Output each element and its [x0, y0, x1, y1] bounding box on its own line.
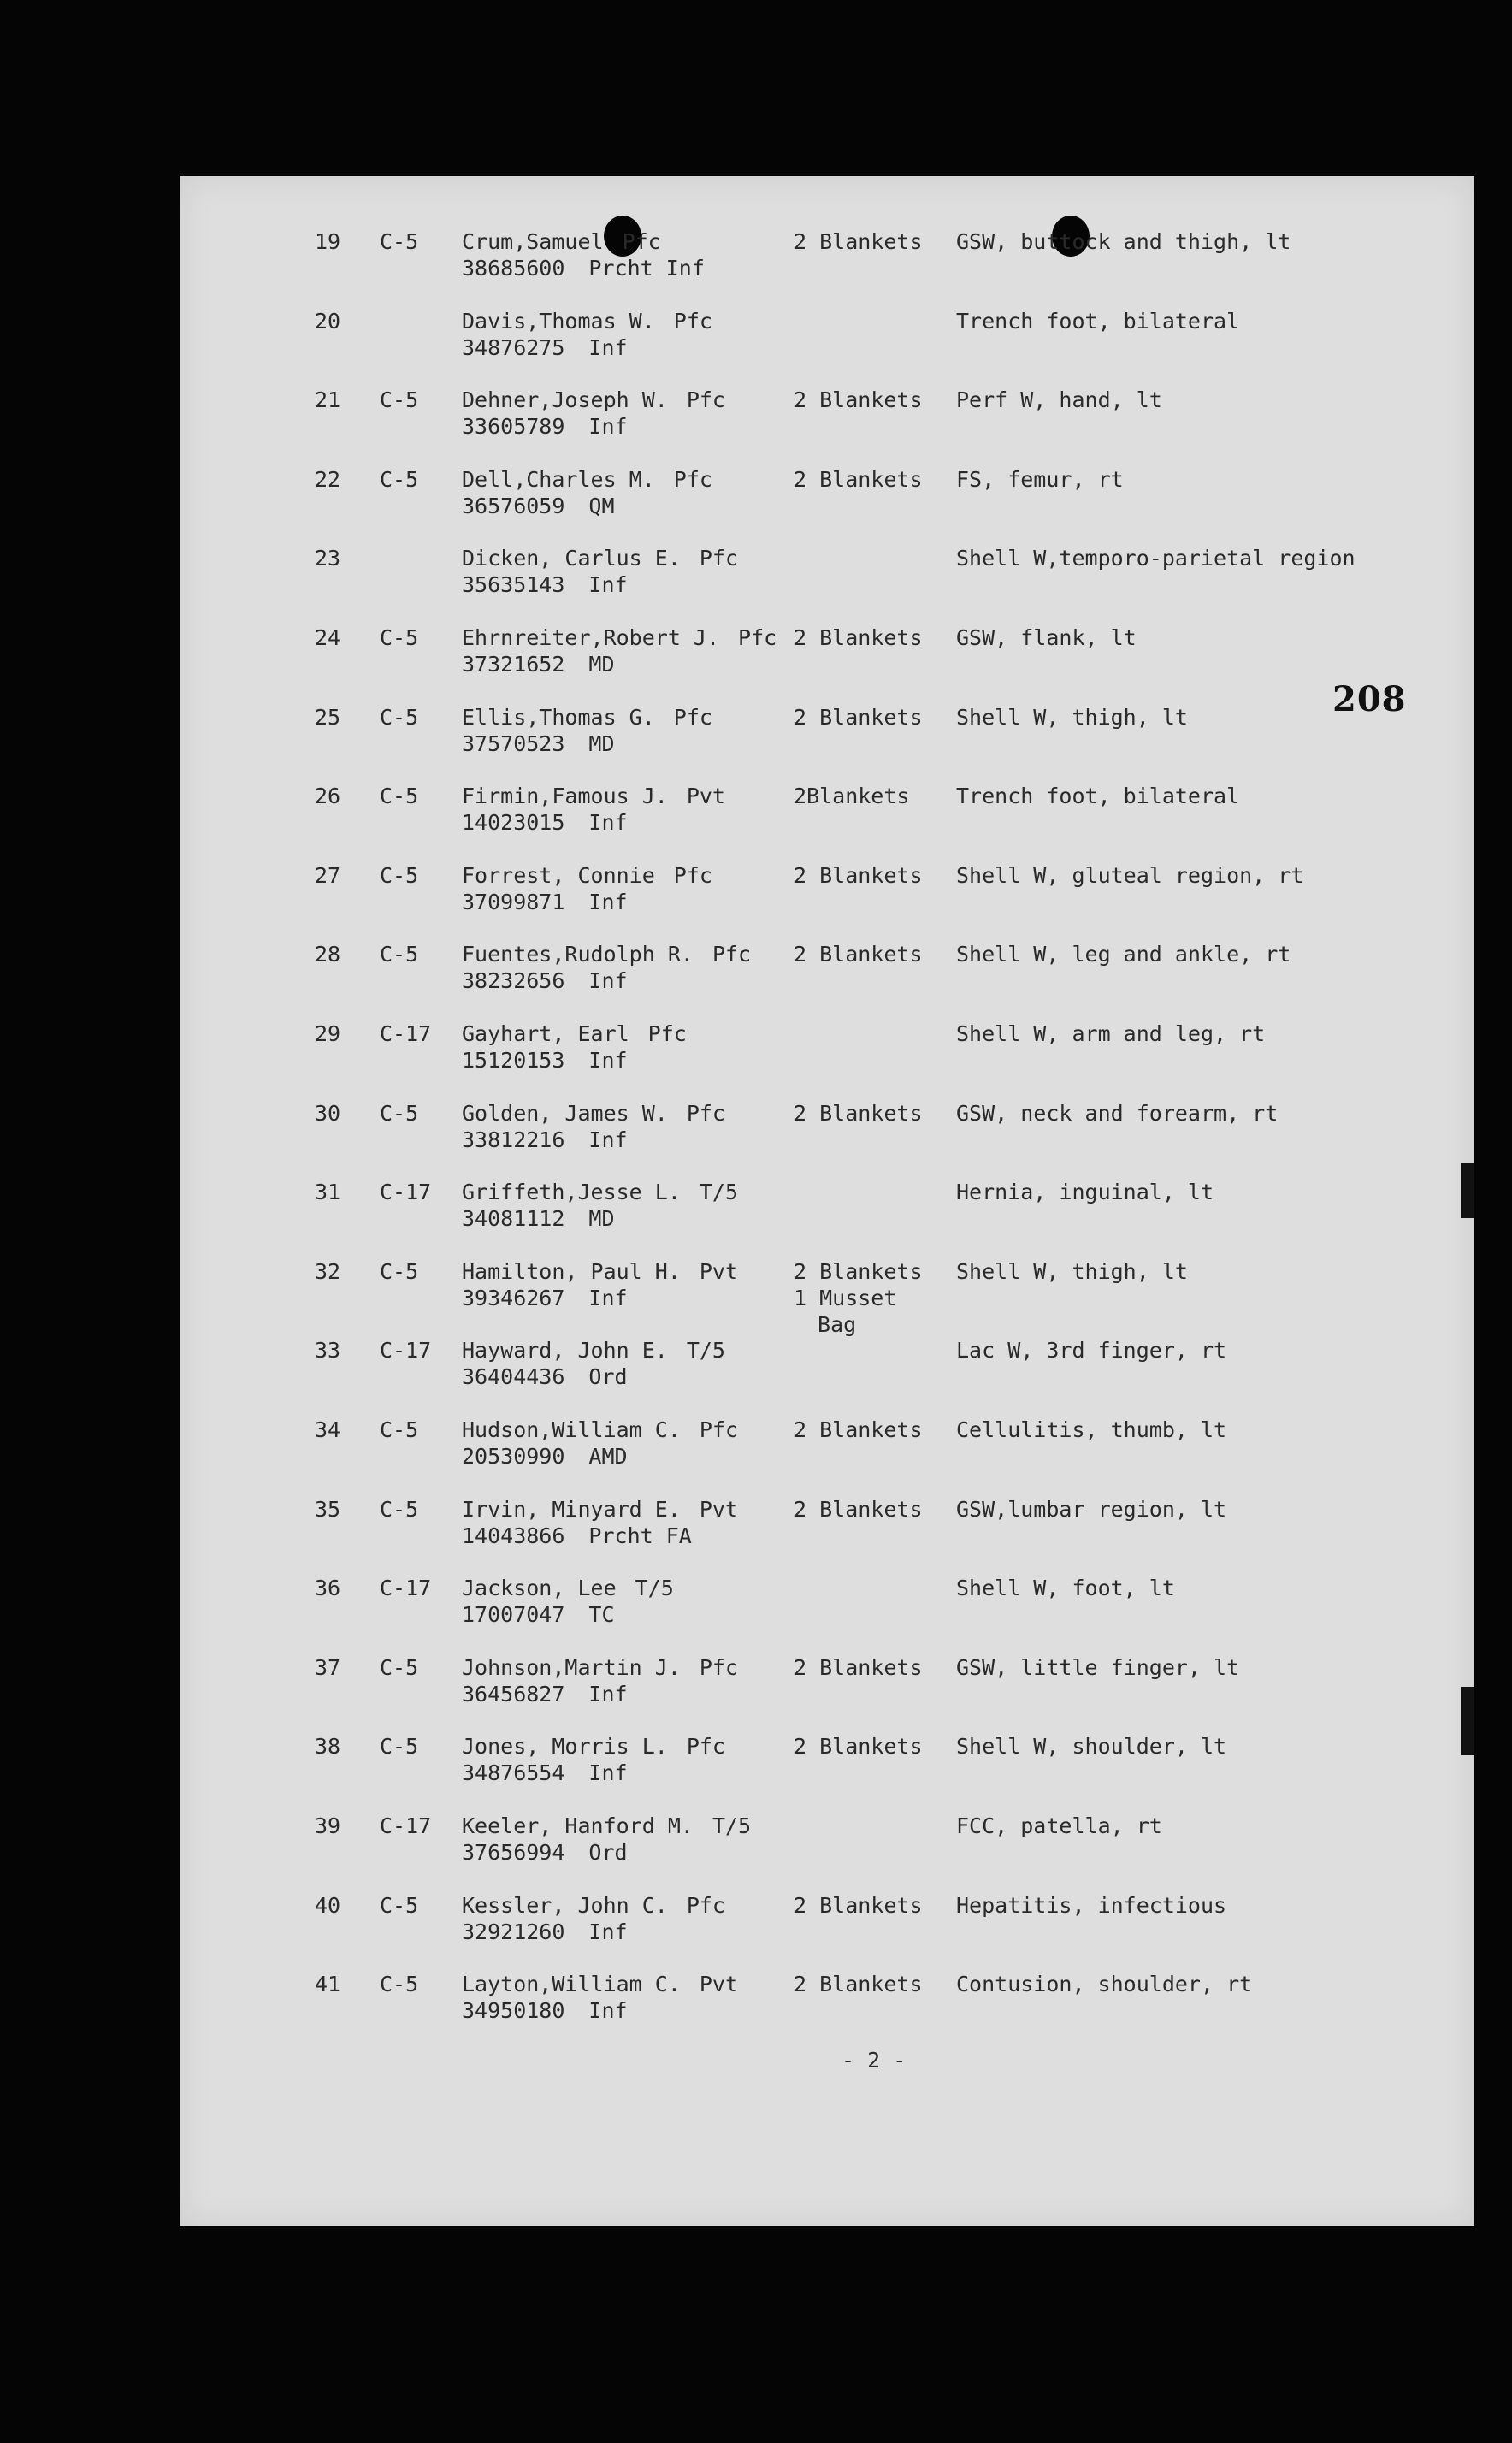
patient-name-cell	[462, 863, 712, 889]
page-footer: - 2 -	[842, 2048, 907, 2073]
ward-code: C-17	[380, 1180, 432, 1205]
diagnosis: GSW, neck and forearm, rt	[956, 1100, 1279, 1126]
patient-name: Irvin, Minyard E.	[462, 1496, 681, 1522]
patient-name-cell	[462, 309, 712, 334]
table-row	[180, 1338, 1474, 1406]
serial-branch-cell	[462, 1364, 628, 1390]
patient-name-cell	[462, 1497, 738, 1523]
diagnosis: Shell W, arm and leg, rt	[956, 1021, 1266, 1046]
serial-branch-cell	[462, 968, 628, 994]
table-row	[180, 1734, 1474, 1802]
patient-name-cell	[462, 1417, 738, 1443]
ward-code: C-17	[380, 1576, 432, 1601]
diagnosis: Trench foot, bilateral	[956, 308, 1240, 334]
property-item: 2 Blankets	[794, 942, 923, 967]
ward-code: C-5	[380, 1100, 419, 1126]
serial-number: 33605789	[462, 414, 565, 440]
patient-name-cell	[462, 1021, 687, 1047]
patient-rank: Pfc	[712, 942, 752, 967]
serial-branch-cell	[462, 1840, 628, 1866]
patient-name-cell	[462, 1259, 738, 1285]
diagnosis: Shell W, thigh, lt	[956, 1258, 1188, 1284]
diagnosis: FCC, patella, rt	[956, 1813, 1162, 1838]
patient-name-cell	[462, 1734, 725, 1760]
diagnosis: Perf W, hand, lt	[956, 387, 1162, 413]
serial-branch-cell	[462, 1286, 628, 1311]
patient-name-cell	[462, 1972, 738, 1997]
branch-of-service: TC	[588, 1602, 615, 1628]
patient-rank: Pfc	[686, 1892, 725, 1918]
patient-name: Kessler, John C.	[462, 1892, 668, 1918]
branch-of-service: Inf	[588, 572, 628, 598]
patient-name: Johnson,Martin J.	[462, 1654, 681, 1680]
table-row	[180, 705, 1474, 773]
patient-name-cell	[462, 625, 777, 651]
serial-number: 15120153	[462, 1048, 565, 1073]
property-item: 2 Blankets	[794, 1892, 923, 1918]
patient-name-cell	[462, 942, 751, 967]
property-item: 2 Blankets	[794, 1258, 923, 1284]
serial-number: 36576059	[462, 493, 565, 518]
patient-name-cell	[462, 387, 725, 413]
table-row	[180, 309, 1474, 377]
serial-number: 34081112	[462, 1206, 565, 1232]
row-number: 19	[315, 229, 341, 254]
serial-branch-cell	[462, 1444, 628, 1470]
patient-name-cell	[462, 705, 712, 731]
patient-name: Forrest, Connie	[462, 862, 655, 888]
serial-branch-cell	[462, 1048, 628, 1074]
serial-number: 37099871	[462, 889, 565, 914]
table-row	[180, 1893, 1474, 1961]
serial-branch-cell	[462, 1682, 628, 1707]
patient-name: Firmin,Famous J.	[462, 784, 668, 809]
table-row	[180, 1180, 1474, 1248]
table-row	[180, 1576, 1474, 1644]
serial-number: 34876554	[462, 1760, 565, 1786]
serial-branch-cell	[462, 1760, 628, 1786]
property-item-2: 1 Musset	[794, 1285, 897, 1310]
branch-of-service: Inf	[588, 1048, 628, 1073]
branch-of-service: Prcht Inf	[588, 256, 705, 281]
patient-rank: T/5	[699, 1180, 739, 1205]
serial-number: 35635143	[462, 572, 565, 598]
property-item: 2 Blankets	[794, 862, 923, 888]
branch-of-service: Inf	[588, 1919, 628, 1944]
row-number: 26	[315, 784, 341, 809]
property-item: 2 Blankets	[794, 704, 923, 730]
patient-rank: Pvt	[699, 1972, 739, 1997]
document-page	[180, 176, 1474, 2226]
row-number: 38	[315, 1734, 341, 1760]
patient-name-cell	[462, 1655, 738, 1681]
property-item: 2 Blankets	[794, 1734, 923, 1760]
branch-of-service: AMD	[588, 1444, 628, 1469]
table-row	[180, 1101, 1474, 1169]
branch-of-service: Ord	[588, 1364, 628, 1390]
patient-rank: Pfc	[673, 704, 712, 730]
patient-rank: Pvt	[699, 1258, 739, 1284]
row-number: 39	[315, 1813, 341, 1838]
diagnosis: Shell W, thigh, lt	[956, 704, 1188, 730]
branch-of-service: Inf	[588, 1681, 628, 1707]
table-row	[180, 1417, 1474, 1486]
patient-rank: T/5	[686, 1338, 725, 1363]
property-item-3: Bag	[818, 1311, 857, 1337]
branch-of-service: Inf	[588, 334, 628, 360]
table-row	[180, 863, 1474, 932]
serial-branch-cell	[462, 1998, 628, 2024]
serial-number: 14023015	[462, 810, 565, 836]
row-number: 24	[315, 625, 341, 650]
table-row	[180, 784, 1474, 852]
ward-code: C-5	[380, 1654, 419, 1680]
patient-name: Dicken, Carlus E.	[462, 546, 681, 571]
ward-code: C-5	[380, 784, 419, 809]
patient-name-cell	[462, 1813, 751, 1839]
diagnosis: Shell W,temporo-parietal region	[956, 546, 1355, 571]
patient-name: Hudson,William C.	[462, 1417, 681, 1442]
serial-number: 39346267	[462, 1285, 565, 1310]
ward-code: C-5	[380, 862, 419, 888]
serial-branch-cell	[462, 1127, 628, 1153]
patient-name: Jones, Morris L.	[462, 1734, 668, 1760]
diagnosis: Trench foot, bilateral	[956, 784, 1240, 809]
property-item: 2 Blankets	[794, 466, 923, 492]
table-row	[180, 1655, 1474, 1724]
table-row	[180, 1258, 1474, 1337]
row-number: 37	[315, 1654, 341, 1680]
patient-name: Hamilton, Paul H.	[462, 1258, 681, 1284]
row-number: 23	[315, 546, 341, 571]
diagnosis: GSW,lumbar region, lt	[956, 1496, 1227, 1522]
ward-code: C-17	[380, 1021, 432, 1046]
branch-of-service: Prcht FA	[588, 1523, 692, 1548]
ward-code: C-5	[380, 704, 419, 730]
patient-name-cell	[462, 229, 661, 255]
patient-name: Dell,Charles M.	[462, 466, 655, 492]
diagnosis: Shell W, gluteal region, rt	[956, 862, 1304, 888]
diagnosis: Cellulitis, thumb, lt	[956, 1417, 1227, 1442]
branch-of-service: Inf	[588, 1998, 628, 2024]
branch-of-service: Inf	[588, 1285, 628, 1310]
patient-rank: Pfc	[686, 1734, 725, 1760]
patient-rank: Pfc	[622, 229, 661, 254]
patient-name: Crum,Samuel	[462, 229, 604, 254]
serial-number: 38685600	[462, 256, 565, 281]
patient-name-cell	[462, 546, 738, 571]
patient-rank: Pfc	[699, 546, 739, 571]
serial-branch-cell	[462, 1602, 615, 1628]
ward-code: C-5	[380, 1496, 419, 1522]
property-item: 2Blankets	[794, 784, 910, 809]
diagnosis: Hernia, inguinal, lt	[956, 1180, 1214, 1205]
ward-code: C-5	[380, 1892, 419, 1918]
serial-number: 17007047	[462, 1602, 565, 1628]
serial-branch-cell	[462, 335, 628, 361]
property-item: 2 Blankets	[794, 1972, 923, 1997]
table-row	[180, 467, 1474, 535]
diagnosis: Shell W, leg and ankle, rt	[956, 942, 1291, 967]
row-number: 22	[315, 466, 341, 492]
diagnosis: Shell W, shoulder, lt	[956, 1734, 1227, 1760]
property-item: 2 Blankets	[794, 1100, 923, 1126]
serial-branch-cell	[462, 810, 628, 836]
property-item: 2 Blankets	[794, 229, 923, 254]
table-row	[180, 387, 1474, 456]
branch-of-service: Inf	[588, 889, 628, 914]
patient-name: Griffeth,Jesse L.	[462, 1180, 681, 1205]
serial-number: 36456827	[462, 1681, 565, 1707]
patient-name: Ehrnreiter,Robert J.	[462, 625, 720, 650]
row-number: 27	[315, 862, 341, 888]
patient-name: Jackson, Lee	[462, 1576, 617, 1601]
serial-branch-cell	[462, 494, 615, 519]
row-number: 30	[315, 1100, 341, 1126]
table-row	[180, 1813, 1474, 1882]
serial-number: 36404436	[462, 1364, 565, 1390]
row-number: 34	[315, 1417, 341, 1442]
patient-name-cell	[462, 1893, 725, 1919]
patient-rank: Pfc	[699, 1654, 739, 1680]
property-item: 2 Blankets	[794, 625, 923, 650]
row-number: 21	[315, 387, 341, 413]
ward-code: C-5	[380, 1972, 419, 1997]
table-row	[180, 625, 1474, 694]
patient-name: Fuentes,Rudolph R.	[462, 942, 694, 967]
table-row	[180, 942, 1474, 1010]
patient-rank: Pvt	[686, 784, 725, 809]
branch-of-service: Inf	[588, 968, 628, 994]
branch-of-service: MD	[588, 731, 615, 756]
patient-name-cell	[462, 784, 725, 809]
property-item: 2 Blankets	[794, 387, 923, 413]
patient-name-cell	[462, 467, 712, 493]
table-row	[180, 1972, 1474, 2040]
ward-code: C-5	[380, 1417, 419, 1442]
patient-name: Dehner,Joseph W.	[462, 387, 668, 413]
table-row	[180, 1021, 1474, 1090]
property-item: 2 Blankets	[794, 1496, 923, 1522]
patient-rank: Pfc	[686, 387, 725, 413]
serial-branch-cell	[462, 890, 628, 915]
branch-of-service: Inf	[588, 414, 628, 440]
diagnosis: Shell W, foot, lt	[956, 1576, 1175, 1601]
patient-rank: T/5	[712, 1813, 752, 1838]
table-row	[180, 229, 1474, 298]
diagnosis: GSW, buttock and thigh, lt	[956, 229, 1291, 254]
patient-name: Layton,William C.	[462, 1972, 681, 1997]
row-number: 36	[315, 1576, 341, 1601]
row-number: 28	[315, 942, 341, 967]
patient-name-cell	[462, 1101, 725, 1127]
paper-edge-mark	[1461, 1687, 1474, 1755]
serial-branch-cell	[462, 414, 628, 440]
row-number: 33	[315, 1338, 341, 1363]
patient-rank: Pfc	[673, 308, 712, 334]
diagnosis: FS, femur, rt	[956, 466, 1124, 492]
serial-number: 34950180	[462, 1998, 565, 2024]
row-number: 41	[315, 1972, 341, 1997]
ward-code: C-5	[380, 942, 419, 967]
patient-name-cell	[462, 1180, 738, 1205]
patient-name: Hayward, John E.	[462, 1338, 668, 1363]
serial-number: 37656994	[462, 1840, 565, 1865]
patient-name: Ellis,Thomas G.	[462, 704, 655, 730]
serial-number: 32921260	[462, 1919, 565, 1944]
serial-branch-cell	[462, 731, 615, 757]
property-item: 2 Blankets	[794, 1417, 923, 1442]
paper-edge-mark	[1461, 1163, 1474, 1218]
property-item: 2 Blankets	[794, 1654, 923, 1680]
serial-number: 37321652	[462, 652, 565, 677]
row-number: 20	[315, 308, 341, 334]
serial-branch-cell	[462, 256, 705, 281]
serial-number: 20530990	[462, 1444, 565, 1469]
row-number: 25	[315, 704, 341, 730]
diagnosis: Contusion, shoulder, rt	[956, 1972, 1253, 1997]
patient-name-cell	[462, 1338, 725, 1363]
diagnosis: Lac W, 3rd finger, rt	[956, 1338, 1227, 1363]
branch-of-service: Inf	[588, 810, 628, 836]
patient-rank: Pfc	[686, 1100, 725, 1126]
serial-number: 14043866	[462, 1523, 565, 1548]
patient-rank: Pfc	[673, 862, 712, 888]
branch-of-service: MD	[588, 1206, 615, 1232]
branch-of-service: Ord	[588, 1840, 628, 1865]
row-number: 29	[315, 1021, 341, 1046]
row-number: 32	[315, 1258, 341, 1284]
patient-rank: Pfc	[647, 1021, 687, 1046]
row-number: 31	[315, 1180, 341, 1205]
table-row	[180, 546, 1474, 614]
ward-code: C-17	[380, 1338, 432, 1363]
serial-number: 38232656	[462, 968, 565, 994]
patient-name: Golden, James W.	[462, 1100, 668, 1126]
patient-rank: Pfc	[673, 466, 712, 492]
patient-name: Gayhart, Earl	[462, 1021, 629, 1046]
ward-code: C-5	[380, 466, 419, 492]
serial-number: 33812216	[462, 1127, 565, 1152]
patient-rank: T/5	[635, 1576, 674, 1601]
serial-branch-cell	[462, 1206, 615, 1232]
diagnosis: GSW, flank, lt	[956, 625, 1137, 650]
patient-rank: Pvt	[699, 1496, 739, 1522]
ward-code: C-17	[380, 1813, 432, 1838]
patient-rank: Pfc	[738, 625, 777, 650]
diagnosis: GSW, little finger, lt	[956, 1654, 1240, 1680]
serial-branch-cell	[462, 1920, 628, 1945]
branch-of-service: QM	[588, 493, 615, 518]
table-row	[180, 1497, 1474, 1565]
serial-number: 34876275	[462, 334, 565, 360]
serial-branch-cell	[462, 572, 628, 598]
patient-name: Davis,Thomas W.	[462, 308, 655, 334]
ward-code: C-5	[380, 1258, 419, 1284]
serial-number: 37570523	[462, 731, 565, 756]
page-number-stamp: 208	[1332, 679, 1407, 719]
branch-of-service: Inf	[588, 1760, 628, 1786]
patient-name: Keeler, Hanford M.	[462, 1813, 694, 1838]
branch-of-service: Inf	[588, 1127, 628, 1152]
branch-of-service: MD	[588, 652, 615, 677]
ward-code: C-5	[380, 387, 419, 413]
row-number: 40	[315, 1892, 341, 1918]
ward-code: C-5	[380, 1734, 419, 1760]
row-number: 35	[315, 1496, 341, 1522]
ward-code: C-5	[380, 625, 419, 650]
patient-name-cell	[462, 1576, 674, 1601]
diagnosis: Hepatitis, infectious	[956, 1892, 1227, 1918]
ward-code: C-5	[380, 229, 419, 254]
serial-branch-cell	[462, 1523, 692, 1549]
patient-rank: Pfc	[699, 1417, 739, 1442]
serial-branch-cell	[462, 652, 615, 677]
